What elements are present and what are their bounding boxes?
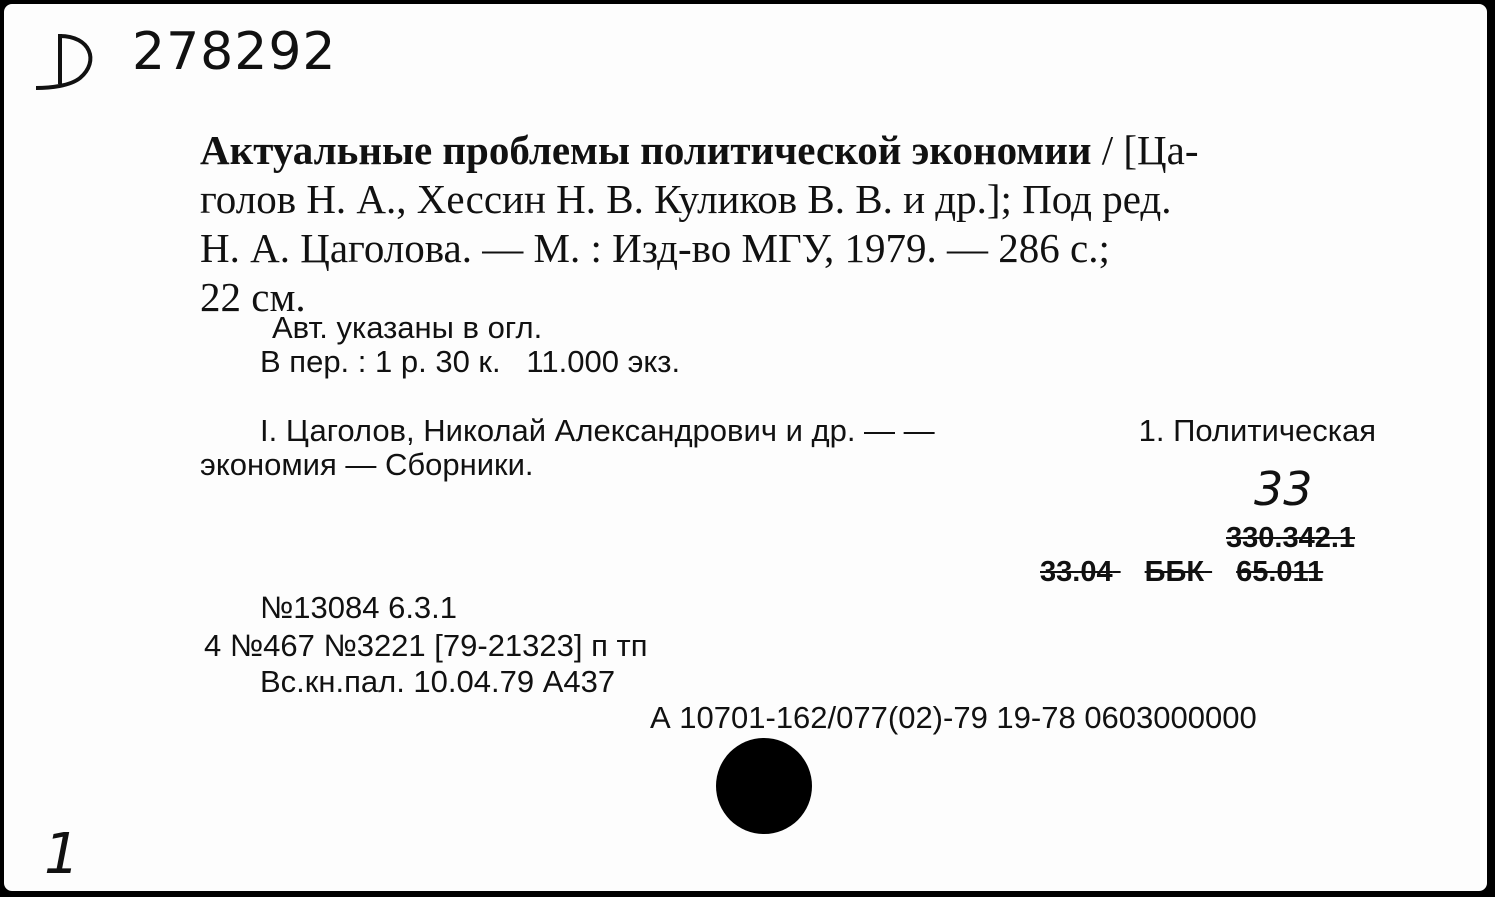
tracing-line-1 — [200, 414, 1376, 448]
note-authors: Авт. указаны в огл. — [272, 310, 543, 345]
bbk-label: ББК — [1144, 556, 1205, 588]
tracing-author: I. Цаголов, Николай Александрович и др. — — — [260, 413, 935, 448]
tracing-line-2: экономия — Сборники. — [200, 447, 534, 482]
handwritten-d-mark — [30, 26, 100, 96]
catalog-card — [4, 4, 1487, 891]
tracing-subject: 1. Политическая — [1138, 413, 1376, 448]
publication-code: А 10701-162/077(02)-79 19-78 0603000000 — [650, 700, 1257, 735]
tracings — [200, 414, 1376, 482]
bibliographic-entry — [200, 126, 1374, 322]
title-line-3: Н. А. Цаголова. — М. : Изд-во МГУ, 1979. — 286 с.; — [200, 225, 1110, 271]
serial-number: 278292 — [132, 22, 337, 82]
note-price: В пер. : 1 р. 30 к. 11.000 экз. — [260, 344, 681, 379]
class-codes — [1040, 556, 1323, 589]
bbk-code: 65.011 — [1236, 556, 1324, 588]
order-number: №13084 6.3.1 — [260, 590, 458, 625]
handwritten-class: 33 — [1254, 462, 1313, 516]
registry-line: 4 №467 №3221 [79-21323] п тп — [204, 628, 648, 663]
title-line-4: 22 см. — [200, 274, 306, 320]
corner-mark: 1 — [44, 822, 80, 887]
udc-code: 33.04 — [1040, 556, 1113, 588]
class-number: 330.342.1 — [1226, 522, 1356, 554]
title-bold: Актуальные проблемы политической экономии — [200, 127, 1092, 173]
title-line-1: Актуальные проблемы политической экономии / [Ца- — [200, 127, 1199, 173]
punch-hole — [716, 738, 812, 834]
book-chamber-line: Вс.кн.пал. 10.04.79 А437 — [260, 664, 616, 699]
title-line-2: голов Н. А., Хессин Н. В. Куликов В. В. и др.]; Под ред. — [200, 176, 1172, 222]
